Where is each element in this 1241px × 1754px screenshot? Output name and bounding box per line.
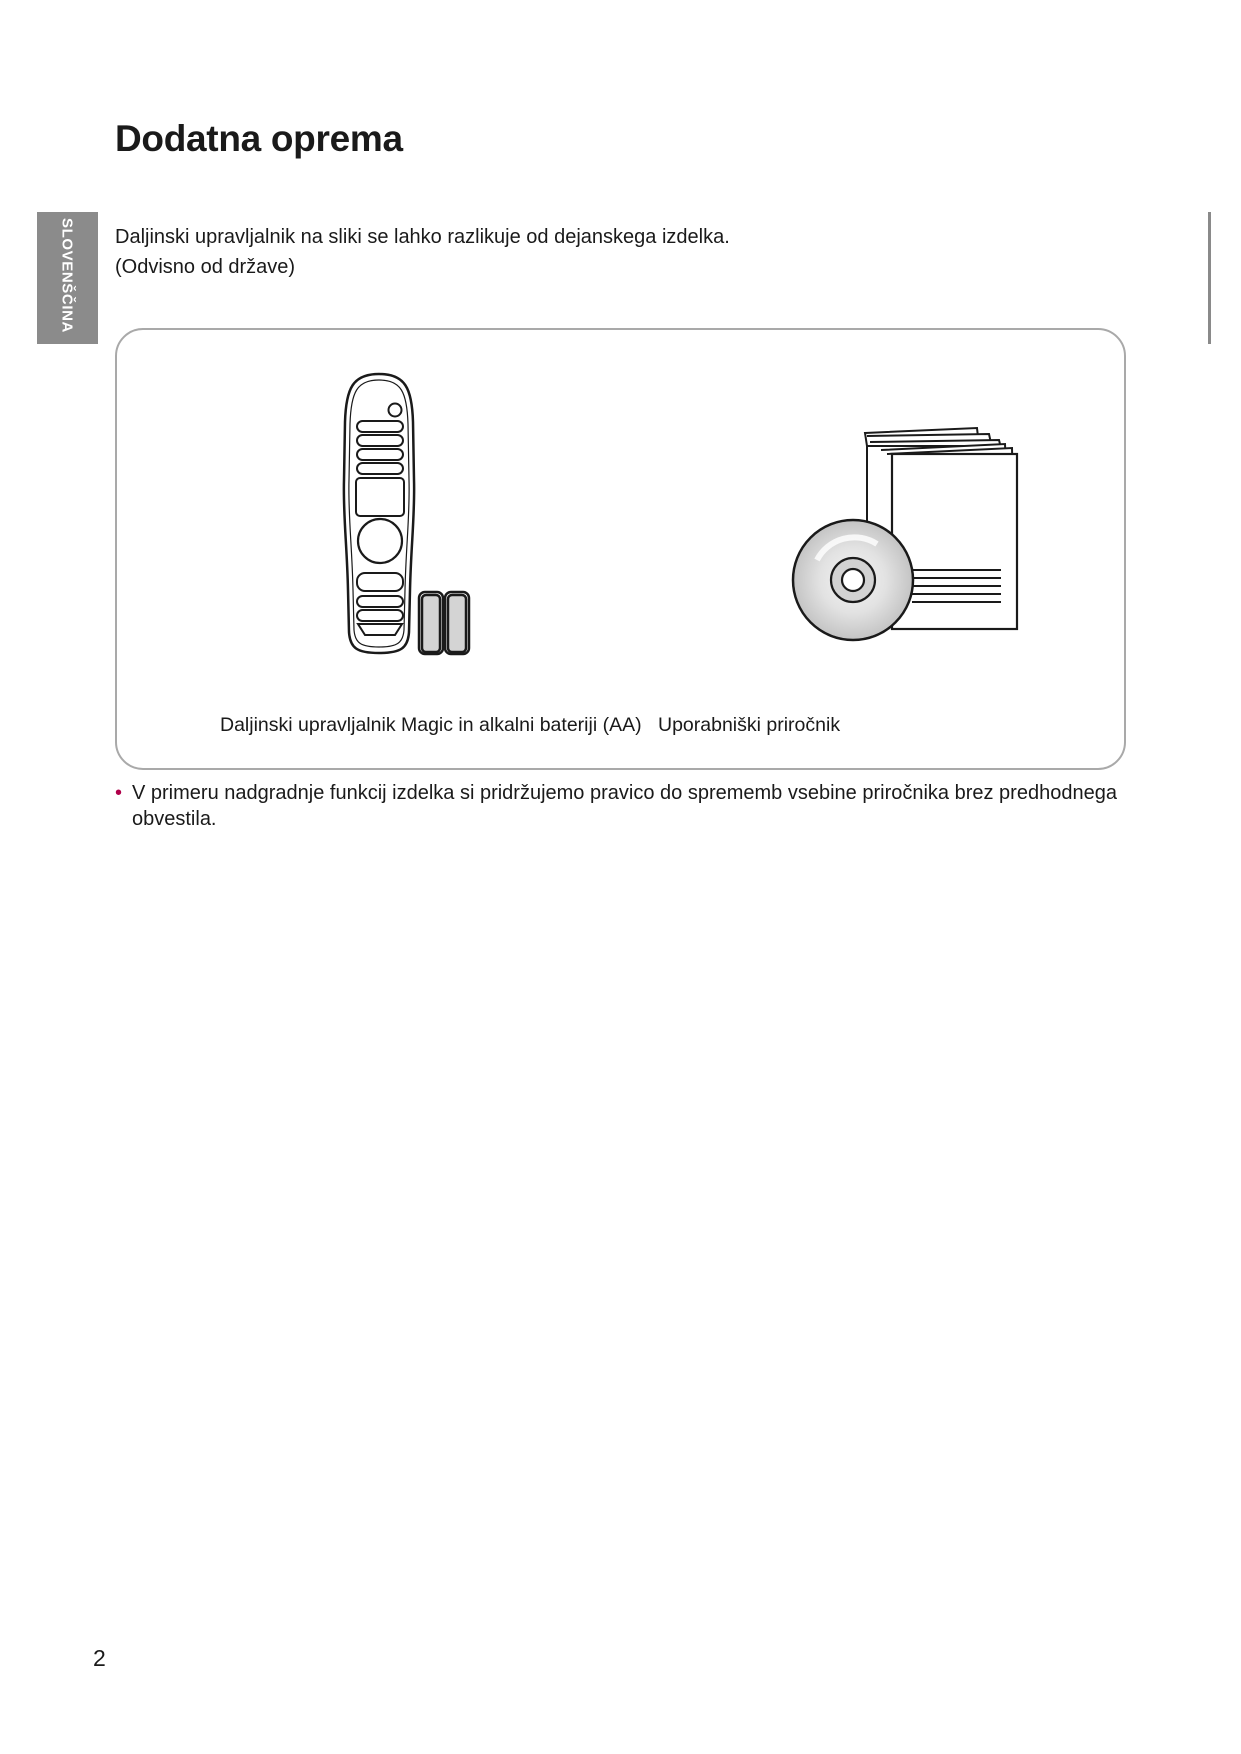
language-tab-label: SLOVENŠČINA <box>58 218 76 333</box>
battery-icon <box>419 592 469 654</box>
intro-line-1: Daljinski upravljalnik na sliki se lahko razlikuje od dejanskega izdelka. <box>115 226 730 248</box>
cd-icon <box>793 520 913 640</box>
intro-line-2: (Odvisno od države) <box>115 256 296 278</box>
language-tab <box>37 212 98 344</box>
caption-manual: Uporabniški priročnik <box>658 714 841 736</box>
bullet-icon: • <box>115 782 123 804</box>
remote-control-icon <box>344 374 414 653</box>
accessories-illustration <box>117 330 1123 767</box>
page-number: 2 <box>93 1645 106 1671</box>
caption-remote: Daljinski upravljalnik Magic in alkalni bateriji (AA) <box>220 714 642 736</box>
accessories-box <box>115 328 1126 770</box>
page-title: Dodatna oprema <box>115 118 403 159</box>
note <box>115 780 1135 832</box>
note-text: V primeru nadgradnje funkcij izdelka si pridržujemo pravico do sprememb vsebine priročnika brez predhodnega obvestila. <box>132 782 1117 830</box>
margin-rule <box>1208 212 1211 344</box>
intro-text <box>115 222 730 282</box>
